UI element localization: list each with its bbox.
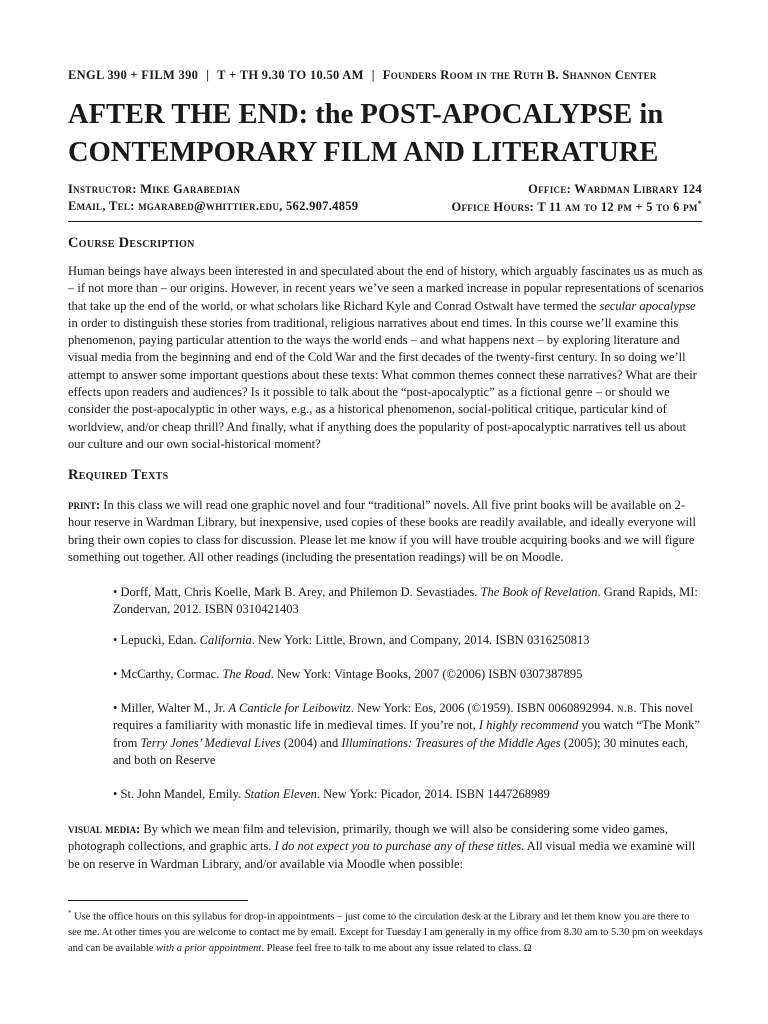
visual-media-emphasis: I do not expect you to purchase any of these titles. [274, 839, 525, 854]
header-separator: | [371, 68, 375, 82]
footnote-text-b: . Please feel free to talk to me about any issue related to class. Ω [261, 942, 532, 954]
title-line-2: CONTEMPORARY FILM AND LITERATURE [68, 137, 659, 168]
nota-bene: n.b. [616, 701, 637, 715]
visual-media-text-b: All visual media we examine will be on reserve in Wardman Library, and/or available via Moodle when possible: [68, 839, 696, 871]
book-entry [113, 666, 703, 683]
description-emphasis: secular apocalypse [599, 298, 696, 313]
print-paragraph [68, 497, 704, 566]
description-text-b: in order to distinguish these stories from traditional, religious narratives about end times. In this course we’ll examine this phenomenon, paying particular attention to the ways the world ends – and what happens next – by exploring literature and visual media from the beginning and end of the Cold War and the first decades of the twenty-first century. In so doing we’ll attempt to answer some important questions about these texts: What common themes connect these narratives? What are their effects upon readers and audiences? Is it possible to talk about the “post-apocalyptic” as a fictional genre – or should we consider the post-apocalyptic in other ways, e.g., as a historical phenomenon, social-political critique, particular kind of worldview, and/or cheap thrill? And finally, what if anything does the popularity of post-apocalyptic narratives tell us about our culture and our own social-historical moment? [68, 315, 697, 451]
book-author: • Lepucki, Edan. [113, 633, 200, 647]
book-title: The Book of Revelation [480, 585, 598, 599]
book-author: • Dorff, Matt, Chris Koelle, Mark B. Arey, and Philemon D. Sevastiades. [113, 585, 481, 599]
series-title: Illuminations: Treasures of the Middle Ages [341, 735, 561, 750]
book-author: • McCarthy, Cormac. [113, 667, 223, 681]
series-title: Terry Jones’ Medieval Lives [140, 735, 281, 750]
course-title [68, 96, 708, 172]
visual-media-text-a: By which we mean film and television, primarily, though we will also be considering some video games, photograph collections, and graphic arts. [68, 822, 668, 854]
book-note: This novel requires a familiarity with monastic life in medieval times. If you’re not, [113, 701, 693, 733]
instructor-contact[interactable]: Email, Tel: mgarabed@whittier.edu, 562.907.4859 [68, 199, 359, 213]
description-text-a: Human beings have always been interested in and speculated about the end of history, which arguably fascinates us as much as – if not more than – our origins. However, in recent years we’ve seen a marked increase in popular representations of scenarios that take up the end of the world, or what scholars like Richard Kyle and Conrad Ostwalt have termed the [68, 264, 704, 313]
print-label: print: [68, 498, 101, 512]
footnote [68, 906, 704, 956]
office-hours [451, 199, 702, 215]
book-details: . Grand Rapids, MI: Zondervan, 2012. ISBN 0310421403 [113, 585, 698, 617]
book-entry [113, 786, 703, 803]
footnote-divider [68, 900, 248, 901]
course-time: T + TH 9.30 TO 10.50 AM [217, 68, 364, 82]
header-divider [68, 221, 702, 222]
office-location: Office: Wardman Library 124 [528, 182, 702, 196]
contact-row [68, 199, 702, 214]
book-details: . New York: Little, Brown, and Company, 2014. ISBN 0316250813 [251, 633, 590, 647]
course-header [68, 68, 702, 83]
footnote-text-a: Use the office hours on this syllabus for drop-in appointments – just come to the circulation desk at the Library and let them know you are there to see me. At other times you are welcome to contact me by email. Except for Tuesday I am generally in my office from 8.30 am to 5.30 pm on weekdays and can be available [68, 911, 703, 954]
book-title: A Canticle for Leibowitz [228, 701, 351, 715]
course-location: Founders Room in the Ruth B. Shannon Center [382, 68, 657, 82]
footnote-mark: * [68, 909, 72, 917]
book-title: California [199, 633, 252, 647]
title-line-1: AFTER THE END: the POST-APOCALYPSE in [68, 99, 664, 130]
header-separator: | [206, 68, 210, 82]
instructor-name: Instructor: Mike Garabedian [68, 182, 241, 196]
visual-media-paragraph [68, 821, 704, 873]
footnote-marker: * [697, 199, 702, 208]
book-title: The Road [222, 667, 271, 681]
book-entry [113, 584, 703, 619]
recommend-emphasis: I highly recommend [478, 718, 579, 733]
course-codes: ENGL 390 + FILM 390 [68, 68, 199, 82]
print-text: In this class we will read one graphic novel and four “traditional” novels. All five print books will be available on 2-hour reserve in Wardman Library, but inexpensive, used copies of these books are readily available, and ideally everyone will bring their own copies to class for discussion. Please let me know if you will have trouble acquiring books and we will figure something out together. All other readings (including the presentation readings) will be on Moodle. [68, 498, 696, 564]
book-note: you watch “The Monk” from [113, 718, 700, 750]
course-description-paragraph [68, 263, 704, 453]
footnote-emphasis: with a prior appointment [156, 942, 262, 954]
book-title: Station Eleven [244, 787, 317, 801]
book-note: (2004) and [280, 735, 342, 750]
book-author: • Miller, Walter M., Jr. [113, 701, 229, 715]
book-details: . New York: Eos, 2006 (©1959). ISBN 0060892994. [350, 701, 617, 715]
book-note: (2005); 30 minutes each, and both on Reserve [113, 735, 689, 767]
instructor-row [68, 182, 702, 197]
course-description-heading: Course Description [68, 235, 195, 251]
book-author: • St. John Mandel, Emily. [113, 787, 245, 801]
book-details: . New York: Vintage Books, 2007 (©2006) ISBN 0307387895 [270, 667, 583, 681]
visual-media-label: visual media: [68, 822, 141, 836]
required-texts-heading: Required Texts [68, 467, 169, 483]
book-entry [113, 632, 703, 649]
office-hours-text: Office Hours: T 11 am to 12 pm + 5 to 6 pm [451, 200, 698, 215]
book-entry-miller [113, 700, 703, 769]
book-details: . New York: Picador, 2014. ISBN 1447268989 [316, 787, 550, 801]
